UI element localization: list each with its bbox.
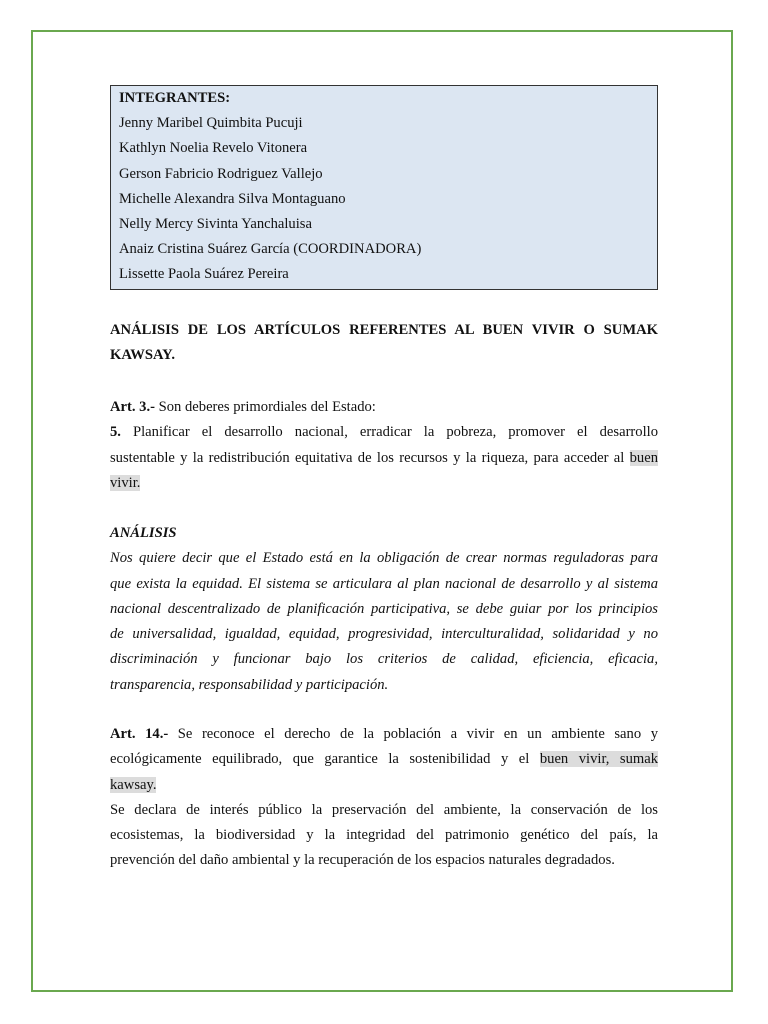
member-name: Jenny Maribel Quimbita Pucuji xyxy=(119,115,303,132)
article-14-paragraph-line: ecosistemas, la biodiversidad y la integridad del patrimonio genético del país, la xyxy=(110,827,658,844)
section-heading xyxy=(110,318,658,369)
analysis-title: ANÁLISIS xyxy=(110,525,177,541)
analysis-line: discriminación y funcionar bajo los criterios de calidad, eficiencia, eficacia, xyxy=(110,651,658,668)
member-name: Lissette Paola Suárez Pereira xyxy=(119,266,289,283)
article-3-item-line xyxy=(110,471,658,496)
analysis-line: transparencia, responsabilidad y participación. xyxy=(110,676,389,693)
article-14-line: ecológicamente equilibrado, que garantice la sostenibilidad y el buen vivir, sumak xyxy=(110,751,658,768)
analysis-line: nacional descentralizado de planificación participativa, se debe guiar por los principios xyxy=(110,600,658,617)
analysis-section xyxy=(110,521,658,698)
analysis-line: de universalidad, igualdad, equidad, progresividad, interculturalidad, solidaridad y no xyxy=(110,626,658,643)
article-14-paragraph-line: Se declara de interés público la preservación del ambiente, la conservación de los xyxy=(110,801,658,818)
article-3-item-line: 5. Planificar el desarrollo nacional, erradicar la pobreza, promover el desarrollo xyxy=(110,424,658,441)
highlighted-text: vivir. xyxy=(110,474,141,491)
article-3-item-number: 5. xyxy=(110,424,121,441)
article-3-text: Son deberes primordiales del Estado: xyxy=(154,399,376,415)
article-3-item-line: sustentable y la redistribución equitativa de los recursos y la riqueza, para acceder al buen xyxy=(110,449,658,466)
article-14 xyxy=(110,722,658,874)
analysis-line: Nos quiere decir que el Estado está en la obligación de crear normas reguladoras para xyxy=(110,550,658,567)
member-name: Michelle Alexandra Silva Montaguano xyxy=(119,190,346,207)
article-3-label: Art. 3.- xyxy=(110,399,155,415)
article-14-line: Art. 14.- Se reconoce el derecho de la población a vivir en un ambiente sano y xyxy=(110,726,658,742)
members-title: INTEGRANTES: xyxy=(119,90,231,106)
article-3 xyxy=(110,395,658,496)
article-14-paragraph-line: prevención del daño ambiental y la recuperación de los espacios naturales degradados. xyxy=(110,852,615,869)
member-name: Kathlyn Noelia Revelo Vitonera xyxy=(119,140,308,157)
article-14-line xyxy=(110,773,658,798)
member-name: Gerson Fabricio Rodriguez Vallejo xyxy=(119,165,323,182)
highlighted-text: kawsay. xyxy=(110,776,157,793)
analysis-line: que exista la equidad. El sistema se articulara al plan nacional de desarrollo y al sistema xyxy=(110,575,658,592)
member-name: Nelly Mercy Sivinta Yanchaluisa xyxy=(119,215,312,232)
section-heading-line: ANÁLISIS DE LOS ARTÍCULOS REFERENTES AL BUEN VIVIR O SUMAK xyxy=(110,322,658,338)
members-box xyxy=(110,85,658,290)
article-3-intro xyxy=(110,395,658,420)
highlighted-text: buen vivir, sumak xyxy=(539,751,658,768)
highlighted-text: buen xyxy=(629,449,658,466)
section-heading-line: KAWSAY. xyxy=(110,347,176,364)
member-name: Anaiz Cristina Suárez García (COORDINADORA) xyxy=(119,241,422,258)
article-14-label: Art. 14.- xyxy=(110,726,169,742)
